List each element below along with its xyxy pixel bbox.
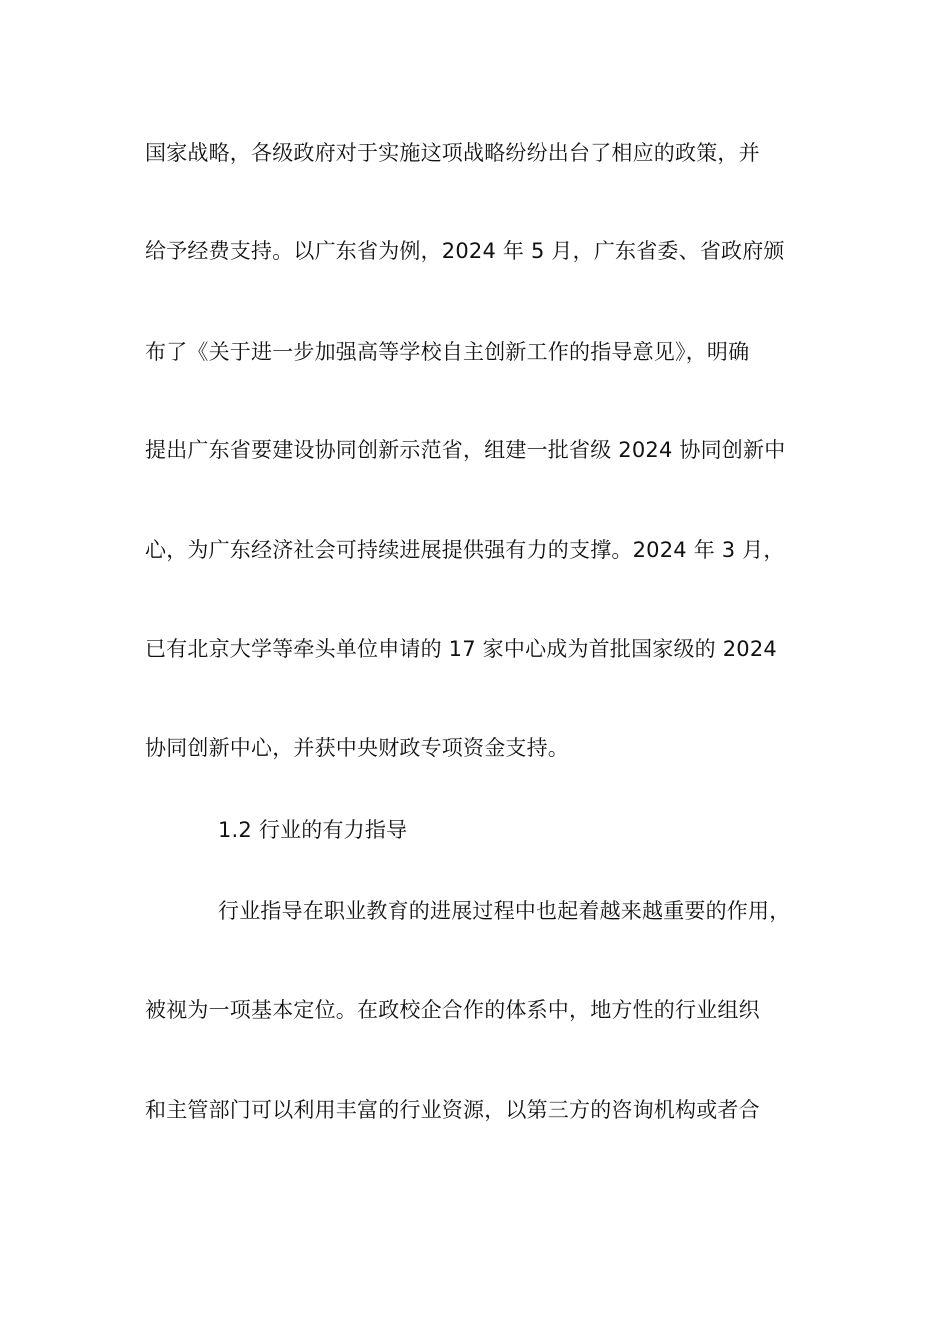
paragraph-line: 行业指导在职业教育的进展过程中也起着越来越重要的作用， (218, 899, 791, 923)
paragraph-line: 提出广东省要建设协同创新示范省，组建一批省级 2024 协同创新中 (145, 438, 786, 462)
paragraph-line: 和主管部门可以利用丰富的行业资源，以第三方的咨询机构或者合 (145, 1098, 760, 1122)
paragraph-line: 已有北京大学等牵头单位申请的 17 家中心成为首批国家级的 2024 (145, 637, 777, 661)
paragraph-line: 给予经费支持。以广东省为例，2024 年 5 月，广东省委、省政府颁 (145, 239, 785, 263)
paragraph-line: 国家战略，各级政府对于实施这项战略纷纷出台了相应的政策，并 (145, 141, 760, 165)
paragraph-line: 心，为广东经济社会可持续进展提供强有力的支撑。2024 年 3 月， (145, 538, 785, 562)
paragraph-line: 被视为一项基本定位。在政校企合作的体系中，地方性的行业组织 (145, 998, 760, 1022)
section-heading: 1.2 行业的有力指导 (218, 818, 408, 842)
paragraph-line: 协同创新中心，并获中央财政专项资金支持。 (145, 736, 569, 760)
paragraph-line: 布了《关于进一步加强高等学校自主创新工作的指导意见》，明确 (145, 340, 750, 364)
